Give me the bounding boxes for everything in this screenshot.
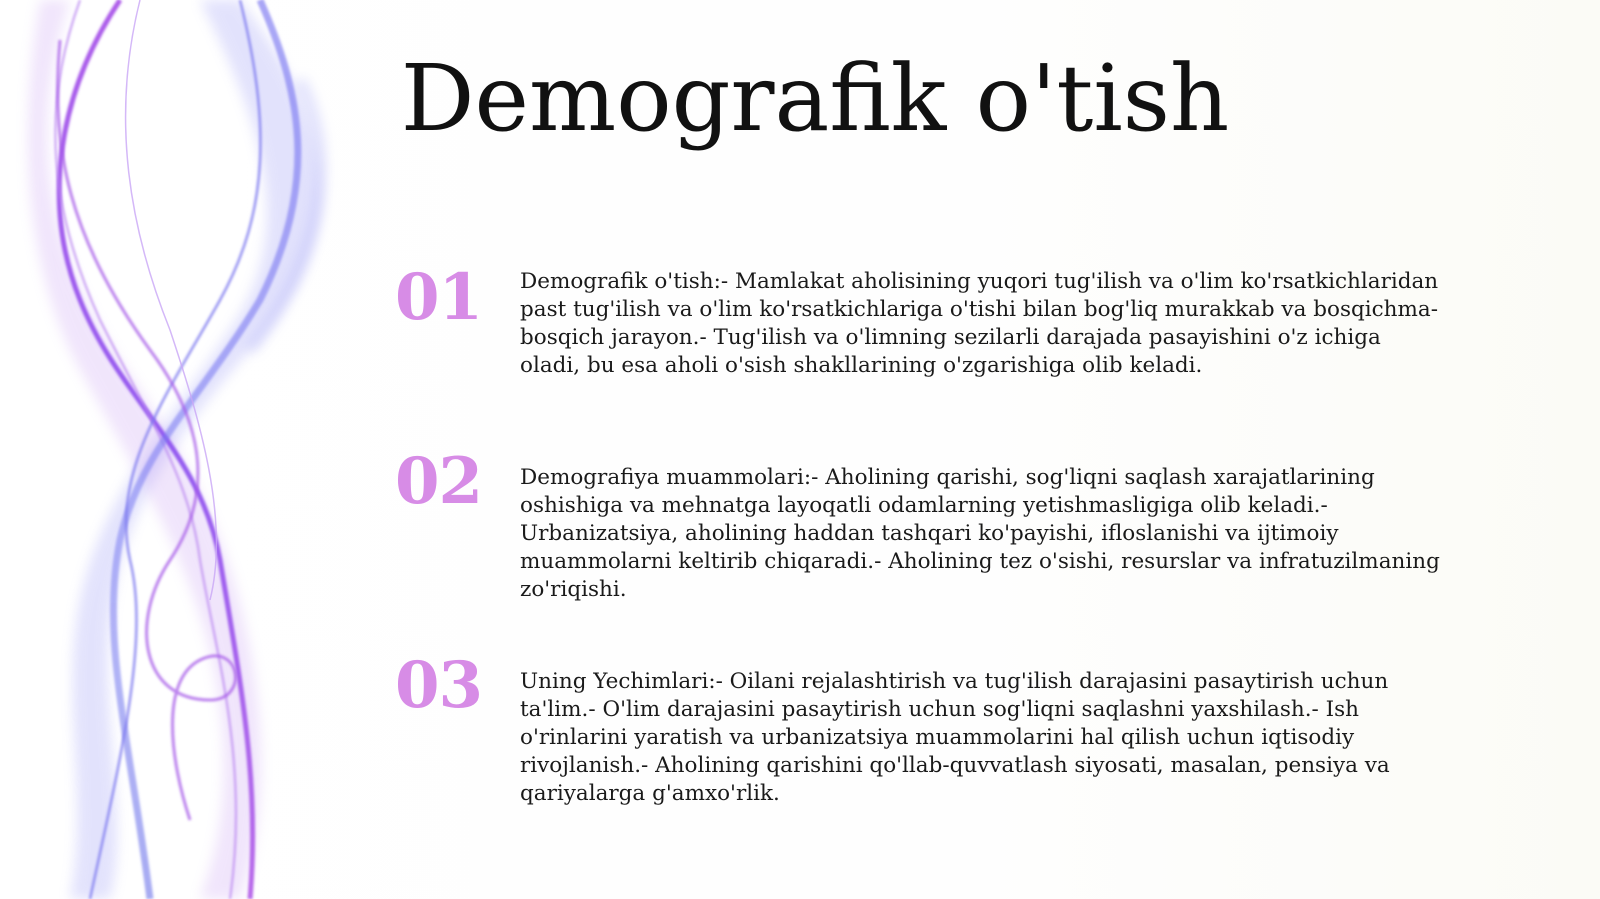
item-text: Demografiya muammolari:- Aholining qarishi, sog'liqni saqlash xarajatlarining oshishiga va mehnatga layoqatli odamlarning yetishmasligiga olib keladi.- Urbanizatsiya, aholining haddan tashqari ko'payishi, ifloslanishi va ijtimoiy muammolarni keltirib chiqaradi.- Aholining tez o'sishi, resurslar va infratuzilmaning zo'riqishi. bbox=[520, 465, 1440, 602]
slide-title: Demografik o'tish bbox=[400, 45, 1230, 152]
item-number: 02 bbox=[395, 444, 483, 519]
item-text: Uning Yechimlari:- Oilani rejalashtirish va tug'ilish darajasini pasaytirish uchun ta'lim.- O'lim darajasini pasaytirish uchun sog'liqni saqlashni yaxshilash.- Ish o'rinlarini yaratish va urbanizatsiya muammolarini hal qilish uchun iqtisodiy rivojlanish.- Aholining qarishini qo'llab-quvvatlash siyosati, masalan, pensiya va qariyalarga g'amxo'rlik. bbox=[520, 669, 1390, 806]
item-number: 03 bbox=[395, 648, 483, 723]
item-text: Demografik o'tish:- Mamlakat aholisining yuqori tug'ilish va o'lim ko'rsatkichlaridan past tug'ilish va o'lim ko'rsatkichlariga o'tishi bilan bog'liq murakkab va bosqichma-bosqich jarayon.- Tug'ilish va o'limning sezilarli darajada pasayishini o'z ichiga oladi, bu esa aholi o'sish shakllarining o'zgarishiga olib keladi. bbox=[520, 269, 1439, 378]
item-number: 01 bbox=[395, 260, 483, 335]
